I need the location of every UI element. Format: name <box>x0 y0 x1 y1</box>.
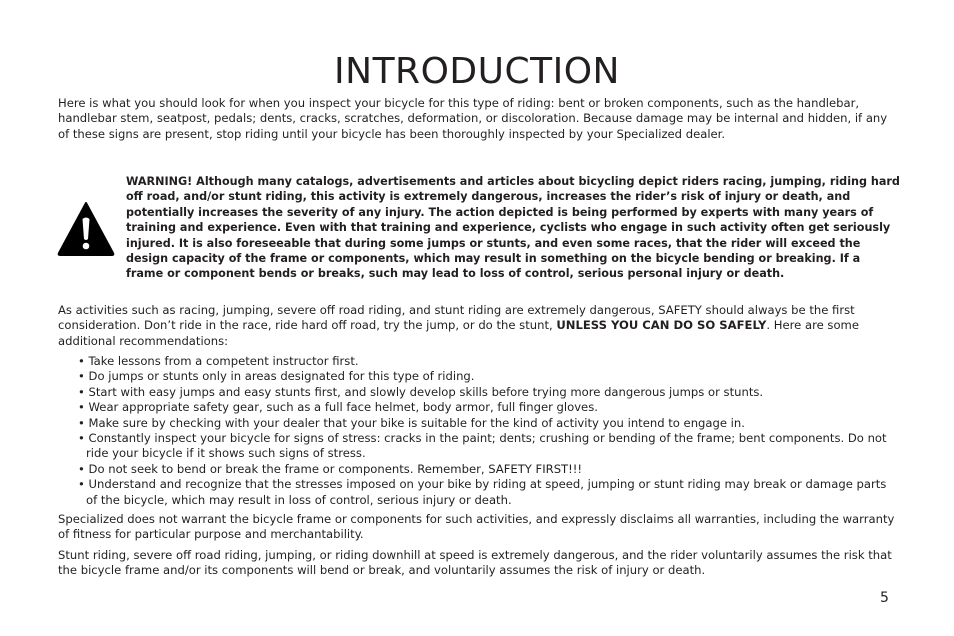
assumption-of-risk-paragraph: Stunt riding, severe off road riding, jumping, or riding downhill at speed is extremely dangerous, and the rider voluntarily assumes the risk that the bicycle frame and/or its components will bend or break, and voluntarily assumes the risk of injury or death. <box>58 548 892 578</box>
list-item: • Understand and recognize that the stresses imposed on your bike by riding at speed, jumping or stunt riding may break or damage parts of the bicycle, which may result in loss of control, serious injury or death. <box>78 477 887 507</box>
list-item: • Take lessons from a competent instructor first. <box>78 354 359 368</box>
disclaimer-paragraph: Specialized does not warrant the bicycle frame or components for such activities, and expressly disclaims all warranties, including the warranty of fitness for particular purpose and merchantability. <box>58 512 895 542</box>
list-item: • Make sure by checking with your dealer that your bike is suitable for the kind of activity you intend to engage in. <box>78 415 745 430</box>
activities-paragraph <box>58 303 898 349</box>
list-item: • Do jumps or stunts only in areas designated for this type of riding. <box>78 369 475 384</box>
page-title: INTRODUCTION <box>334 51 620 92</box>
list-item: • Wear appropriate safety gear, such as a full face helmet, body armor, full finger gloves. <box>78 400 598 415</box>
activities-text-before: As activities such as racing, jumping, severe off road riding, and stunt riding are extremely dangerous, SAFETY should always be the first consideration. Don’t ride in the race, ride hard off road, try the jump, or do the stunt, <box>58 303 855 333</box>
list-item: • Do not seek to bend or break the frame or components. Remember, SAFETY FIRST!!! <box>78 461 583 476</box>
page-number: 5 <box>880 590 889 606</box>
safely-emphasis: UNLESS YOU CAN DO SO SAFELY <box>556 318 767 333</box>
warning-text: WARNING! Although many catalogs, advertisements and articles about bicycling depict riders racing, jumping, riding hard off road, and/or stunt riding, this activity is extremely dangerous, increases the rider’s risk of injury or death, and potentially increases the severity of any injury. The action depicted is being performed by experts with many years of training and experience. Even with that training and experience, cyclists who engage in such activity often get seriously injured. It is also foreseeable that during some jumps or stunts, and even some races, that the rider will exceed the design capacity of the frame or components, which may result in something on the bicycle bending or breaking. If a frame or component bends or breaks, such may lead to loss of control, serious personal injury or death. <box>126 175 900 281</box>
activities-text-after: . Here are some additional recommendations: <box>58 318 859 348</box>
list-item: • Start with easy jumps and easy stunts first, and slowly develop skills before trying more dangerous jumps or stunts. <box>78 384 764 399</box>
intro-paragraph: Here is what you should look for when you inspect your bicycle for this type of riding: bent or broken components, such as the handlebar, handlebar stem, seatpost, pedals; dents, cracks, scratches, deformation, or discoloration. Because damage may be internal and hidden, if any of these signs are present, stop riding until your bicycle has been thoroughly inspected by your Specialized dealer. <box>58 96 888 141</box>
warning-triangle-icon <box>57 201 115 256</box>
recommendations-list <box>78 354 898 508</box>
list-item: • Constantly inspect your bicycle for signs of stress: cracks in the paint; dents; crushing or bending of the frame; bent components. Do not ride your bicycle if it shows such signs of stress. <box>78 431 887 461</box>
